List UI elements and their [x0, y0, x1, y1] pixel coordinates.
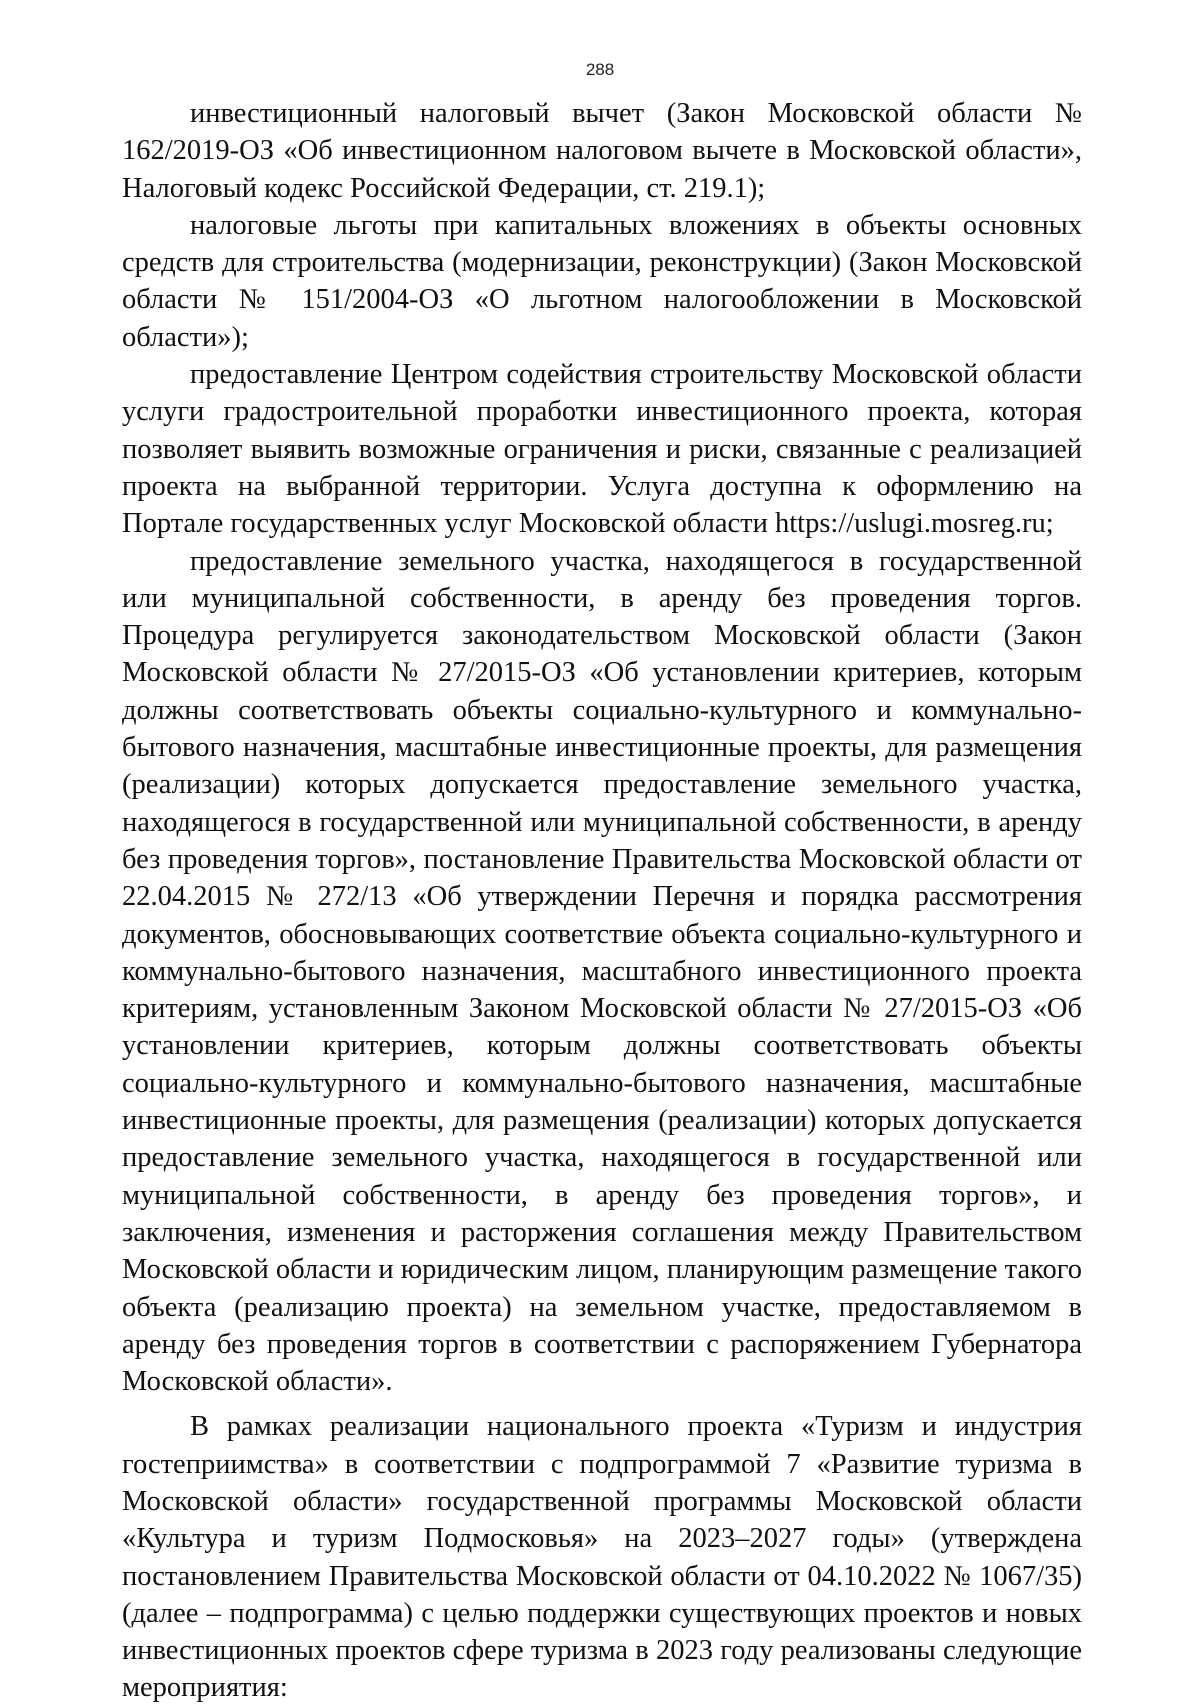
paragraph-land-lease: предоставление земельного участка, находящегося в государственной или муниципальной собственности, в аренду без проведения торгов. Процедура регулируется законодательством Московской области (Закон Московской области № 27/2015-ОЗ «Об установлении критериев, которым должны соответствовать объекты социально-культурного и коммунально-бытового назначения, масштабные инвестиционные проекты, для размещения (реализации) которых допускается предоставление земельного участка, находящегося в государственной или муниципальной собственности, в аренду без проведения торгов», постановление Правительства Московской области от 22.04.2015 № 272/13 «Об утверждении Перечня и порядка рассмотрения документов, обосновывающих соответствие объекта социально-культурного и коммунально-бытового назначения, масштабного инвестиционного проекта критериям, установленным Законом Московской области № 27/2015-ОЗ «Об установлении критериев, которым должны соответствовать объекты социально-культурного и коммунально-бытового назначения, масштабные инвестиционные проекты, для размещения (реализации) которых допускается предоставление земельного участка, находящегося в государственной или муниципальной собственности, в аренду без проведения торгов», и заключения, изменения и расторжения соглашения между Правительством Московской области и юридическим лицом, планирующим размещение такого объекта (реализацию проекта) на земельном участке, предоставляемом в аренду без проведения торгов в соответствии с распоряжением Губернатора Московской области». [122, 545, 1082, 1398]
paragraph-tax-benefits: налоговые льготы при капитальных вложениях в объекты основных средств для строительства (модернизации, реконструкции) (Закон Московской области № 151/2004-ОЗ «О льготном налогообложении в Московской области»); [122, 209, 1082, 353]
page-number: 288 [585, 60, 615, 79]
paragraph-investment-tax-deduction: инвестиционный налоговый вычет (Закон Московской области № 162/2019-ОЗ «Об инвестиционном налоговом вычете в Московской области», Налоговый кодекс Российской Федерации, ст. 219.1); [122, 98, 1082, 204]
document-body [122, 95, 1082, 1707]
paragraph-tourism-project: В рамках реализации национального проекта «Туризм и индустрия гостеприимства» в соответствии с подпрограммой 7 «Развитие туризма в Московской области» государственной программы Московской области «Культура и туризм Подмосковья» на 2023–2027 годы» (утверждена постановлением Правительства Московской области от 04.10.2022 № 1067/35) (далее – подпрограмма) с целью поддержки существующих проектов и новых инвестиционных проектов сфере туризма в 2023 году реализованы следующие мероприятия: [122, 1411, 1082, 1704]
paragraph-urban-planning-service: предоставление Центром содействия строительству Московской области услуги градостроительной проработки инвестиционного проекта, которая позволяет выявить возможные ограничения и риски, связанные с реализацией проекта на выбранной территории. Услуга доступна к оформлению на Портале государственных услуг Московской области https://uslugi.mosreg.ru; [122, 359, 1082, 540]
